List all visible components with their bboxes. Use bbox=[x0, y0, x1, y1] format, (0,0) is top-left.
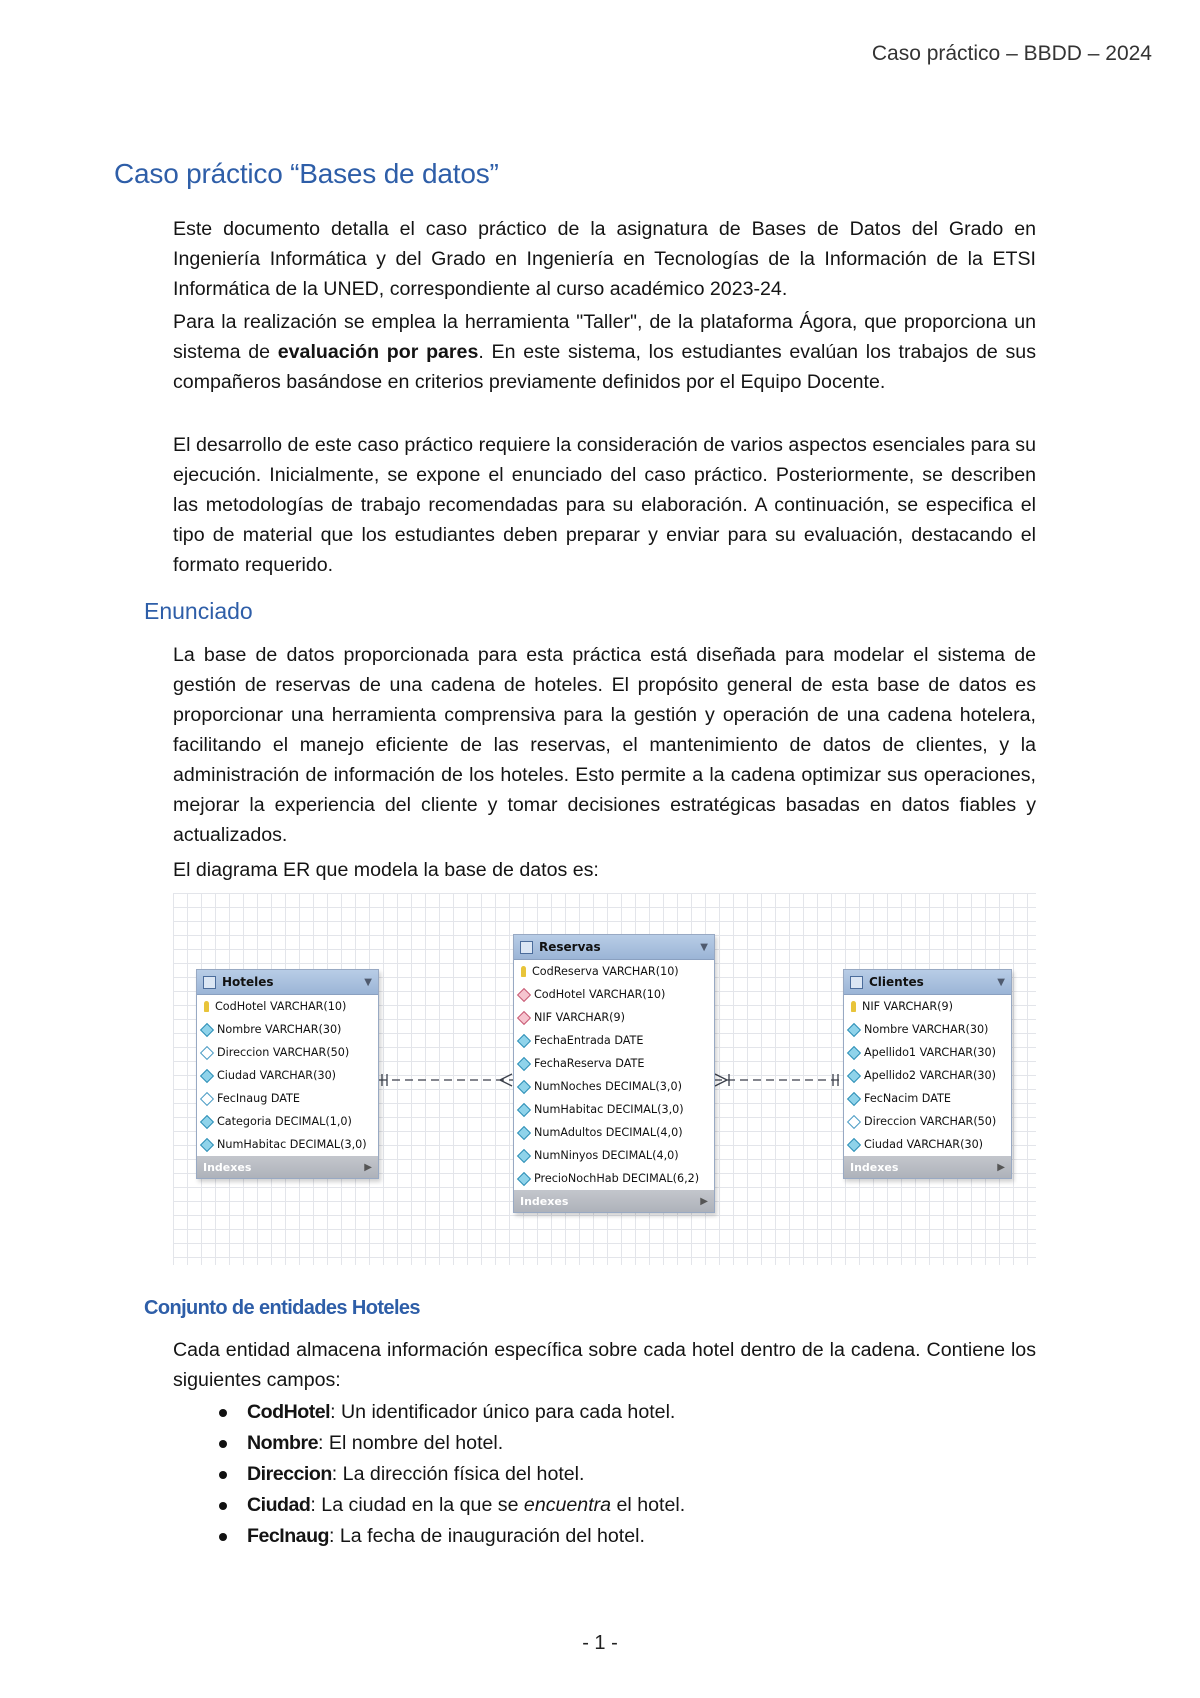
not-null-column-icon bbox=[847, 1091, 861, 1105]
table-clientes[interactable] bbox=[843, 969, 1012, 1179]
indexes-label: Indexes bbox=[520, 1194, 569, 1208]
not-null-column-icon bbox=[517, 1125, 531, 1139]
column-row[interactable] bbox=[844, 1018, 1011, 1041]
column-row[interactable] bbox=[197, 1110, 378, 1133]
column-row[interactable] bbox=[197, 995, 378, 1018]
collapse-arrow-icon[interactable]: ▼ bbox=[997, 976, 1005, 988]
column-label: Ciudad VARCHAR(30) bbox=[217, 1069, 337, 1082]
field-term: Direccion bbox=[247, 1463, 332, 1485]
collapse-arrow-icon[interactable]: ▼ bbox=[364, 976, 372, 988]
column-label: NIF VARCHAR(9) bbox=[534, 1011, 625, 1024]
indexes-label: Indexes bbox=[850, 1160, 899, 1174]
column-label: NIF VARCHAR(9) bbox=[862, 1000, 953, 1013]
column-label: Nombre VARCHAR(30) bbox=[864, 1023, 989, 1036]
column-label: Apellido1 VARCHAR(30) bbox=[864, 1046, 997, 1059]
column-row[interactable] bbox=[197, 1018, 378, 1041]
table-icon bbox=[520, 941, 533, 954]
nullable-column-icon bbox=[200, 1045, 214, 1059]
column-label: Nombre VARCHAR(30) bbox=[217, 1023, 342, 1036]
table-reservas-indexes[interactable] bbox=[514, 1190, 714, 1212]
column-label: NumAdultos DECIMAL(4,0) bbox=[534, 1126, 683, 1139]
table-clientes-columns bbox=[844, 995, 1011, 1156]
not-null-column-icon bbox=[517, 1102, 531, 1116]
intro-paragraph-2 bbox=[173, 307, 1036, 397]
not-null-column-icon bbox=[847, 1068, 861, 1082]
column-label: FechaEntrada DATE bbox=[534, 1034, 644, 1047]
column-row[interactable] bbox=[197, 1041, 378, 1064]
bullet-icon bbox=[219, 1502, 227, 1510]
hoteles-field-list bbox=[173, 1397, 685, 1552]
column-row[interactable] bbox=[514, 1144, 714, 1167]
foreign-key-icon bbox=[517, 1010, 531, 1024]
field-desc: : La fecha de inauguración del hotel. bbox=[329, 1525, 645, 1547]
list-item bbox=[173, 1397, 685, 1428]
table-clientes-header[interactable] bbox=[844, 970, 1011, 995]
enunciado-paragraph-1: La base de datos proporcionada para esta práctica está diseñada para modelar el sistema de gestión de reservas de una cadena de hoteles. El propósito general de esta base de datos es proporcionar una herramienta comprensiva para la gestión y operación de una cadena hotelera, facilitando el manejo eficiente de las reservas, el mantenimiento de datos de clientes, y la administración de información de los hoteles. Esto permite a la cadena optimizar sus operaciones, mejorar la experiencia del cliente y tomar decisiones estratégicas basadas en datos fiables y actualizados. bbox=[173, 644, 1036, 846]
table-hoteles-columns bbox=[197, 995, 378, 1156]
not-null-column-icon bbox=[517, 1171, 531, 1185]
not-null-column-icon bbox=[200, 1137, 214, 1151]
rel-crowfoot-reservas-b bbox=[500, 1080, 512, 1086]
column-row[interactable] bbox=[197, 1133, 378, 1156]
nullable-column-icon bbox=[200, 1091, 214, 1105]
enunciado-heading: Enunciado bbox=[144, 598, 253, 624]
column-row[interactable] bbox=[514, 1029, 714, 1052]
nullable-column-icon bbox=[847, 1114, 861, 1128]
column-label: Direccion VARCHAR(50) bbox=[864, 1115, 997, 1128]
column-row[interactable] bbox=[844, 1064, 1011, 1087]
table-hoteles-header[interactable] bbox=[197, 970, 378, 995]
column-row[interactable] bbox=[514, 1121, 714, 1144]
field-term: Nombre bbox=[247, 1432, 319, 1454]
field-desc-em: encuentra bbox=[523, 1494, 612, 1516]
rel-crowfoot-reservas-c bbox=[715, 1074, 727, 1080]
bullet-icon bbox=[219, 1440, 227, 1448]
field-desc: : La dirección física del hotel. bbox=[331, 1463, 585, 1485]
not-null-column-icon bbox=[847, 1022, 861, 1036]
table-clientes-name: Clientes bbox=[869, 975, 924, 989]
not-null-column-icon bbox=[517, 1079, 531, 1093]
field-term: Ciudad bbox=[247, 1494, 311, 1516]
primary-key-icon bbox=[204, 1001, 209, 1012]
not-null-column-icon bbox=[200, 1068, 214, 1082]
list-item bbox=[173, 1459, 685, 1490]
column-row[interactable] bbox=[844, 995, 1011, 1018]
not-null-column-icon bbox=[847, 1045, 861, 1059]
column-label: Direccion VARCHAR(50) bbox=[217, 1046, 350, 1059]
not-null-column-icon bbox=[517, 1148, 531, 1162]
table-hoteles-name: Hoteles bbox=[222, 975, 274, 989]
table-reservas[interactable] bbox=[513, 934, 715, 1213]
primary-key-icon bbox=[521, 966, 526, 977]
table-reservas-name: Reservas bbox=[539, 940, 601, 954]
list-item bbox=[173, 1521, 685, 1552]
table-reservas-header[interactable] bbox=[514, 935, 714, 960]
expand-arrow-icon[interactable]: ▶ bbox=[364, 1161, 372, 1173]
column-row[interactable] bbox=[844, 1110, 1011, 1133]
column-label: CodHotel VARCHAR(10) bbox=[215, 1000, 347, 1013]
bullet-icon bbox=[219, 1471, 227, 1479]
foreign-key-icon bbox=[517, 987, 531, 1001]
bullet-icon bbox=[219, 1533, 227, 1541]
column-label: Apellido2 VARCHAR(30) bbox=[864, 1069, 997, 1082]
field-desc-a: : La ciudad en la que se bbox=[310, 1494, 524, 1516]
intro-paragraph-1: Este documento detalla el caso práctico de la asignatura de Bases de Datos del Grado en Ingeniería Informática y del Grado en Ingeniería en Tecnologías de la Información de la ETSI Informática de la UNED, correspondiente al curso académico 2023-24. bbox=[173, 218, 1036, 300]
not-null-column-icon bbox=[200, 1114, 214, 1128]
column-label: FecInaug DATE bbox=[217, 1092, 300, 1105]
column-label: CodReserva VARCHAR(10) bbox=[532, 965, 679, 978]
rel-crowfoot-reservas-d bbox=[715, 1080, 727, 1086]
table-hoteles-indexes[interactable] bbox=[197, 1156, 378, 1178]
field-desc: : El nombre del hotel. bbox=[318, 1432, 504, 1454]
list-item bbox=[173, 1428, 685, 1459]
intro-p2-text-a: Para la realización se emplea la herramienta "Taller", de la plataforma Ágora, que proporciona un sistema de bbox=[173, 311, 1036, 363]
field-term: FecInaug bbox=[247, 1525, 330, 1547]
column-label: Categoria DECIMAL(1,0) bbox=[217, 1115, 352, 1128]
column-label: NumHabitac DECIMAL(3,0) bbox=[217, 1138, 367, 1151]
intro-p2-bold: evaluación por pares bbox=[277, 341, 479, 363]
column-row[interactable] bbox=[514, 960, 714, 983]
column-label: FecNacim DATE bbox=[864, 1092, 951, 1105]
er-diagram bbox=[173, 893, 1036, 1265]
column-label: CodHotel VARCHAR(10) bbox=[534, 988, 666, 1001]
column-label: NumNoches DECIMAL(3,0) bbox=[534, 1080, 682, 1093]
column-label: FechaReserva DATE bbox=[534, 1057, 645, 1070]
field-desc: : Un identificador único para cada hotel. bbox=[330, 1401, 676, 1423]
expand-arrow-icon[interactable]: ▶ bbox=[700, 1195, 708, 1207]
not-null-column-icon bbox=[847, 1137, 861, 1151]
column-label: NumHabitac DECIMAL(3,0) bbox=[534, 1103, 684, 1116]
column-row[interactable] bbox=[514, 1006, 714, 1029]
column-row[interactable] bbox=[197, 1064, 378, 1087]
column-row[interactable] bbox=[514, 1052, 714, 1075]
hoteles-heading: Conjunto de entidades Hoteles bbox=[144, 1297, 420, 1319]
not-null-column-icon bbox=[517, 1033, 531, 1047]
page-title: Caso práctico “Bases de datos” bbox=[114, 158, 499, 189]
expand-arrow-icon[interactable]: ▶ bbox=[997, 1161, 1005, 1173]
column-label: PrecioNochHab DECIMAL(6,2) bbox=[534, 1172, 700, 1185]
running-header: Caso práctico – BBDD – 2024 bbox=[871, 42, 1152, 65]
intro-paragraph-3: El desarrollo de este caso práctico requiere la consideración de varios aspectos esenciales para su ejecución. Inicialmente, se expone el enunciado del caso práctico. Posteriormente, se describen las metodologías de trabajo recomendadas para su elaboración. A continuación, se especifica el tipo de material que los estudiantes deben preparar y enviar para su evaluación, destacando el formato requerido. bbox=[173, 434, 1036, 576]
hoteles-paragraph: Cada entidad almacena información específica sobre cada hotel dentro de la cadena. Contiene los siguientes campos: bbox=[173, 1339, 1036, 1391]
relationship-clientes-reservas bbox=[714, 1074, 843, 1086]
table-reservas-columns bbox=[514, 960, 714, 1190]
column-row[interactable] bbox=[514, 983, 714, 1006]
column-row[interactable] bbox=[844, 1133, 1011, 1156]
column-row[interactable] bbox=[514, 1098, 714, 1121]
table-icon bbox=[850, 976, 863, 989]
column-row[interactable] bbox=[197, 1087, 378, 1110]
column-label: Ciudad VARCHAR(30) bbox=[864, 1138, 984, 1151]
not-null-column-icon bbox=[517, 1056, 531, 1070]
intro-p2-text-b: . En este sistema, los estudiantes evalúan los trabajos de sus compañeros basándose en criterios previamente definidos por el Equipo Docente. bbox=[173, 341, 1036, 393]
column-row[interactable] bbox=[844, 1041, 1011, 1064]
enunciado-paragraph-2: El diagrama ER que modela la base de datos es: bbox=[173, 859, 599, 881]
column-row[interactable] bbox=[844, 1087, 1011, 1110]
field-desc-b: el hotel. bbox=[611, 1494, 686, 1516]
primary-key-icon bbox=[851, 1001, 856, 1012]
column-row[interactable] bbox=[514, 1167, 714, 1190]
column-label: NumNinyos DECIMAL(4,0) bbox=[534, 1149, 679, 1162]
collapse-arrow-icon[interactable]: ▼ bbox=[700, 941, 708, 953]
field-term: CodHotel bbox=[247, 1401, 331, 1423]
list-item bbox=[173, 1490, 685, 1521]
table-clientes-indexes[interactable] bbox=[844, 1156, 1011, 1178]
not-null-column-icon bbox=[200, 1022, 214, 1036]
relationship-hoteles-reservas bbox=[379, 1074, 513, 1086]
column-row[interactable] bbox=[514, 1075, 714, 1098]
rel-crowfoot-reservas-a bbox=[500, 1074, 512, 1080]
table-hoteles[interactable] bbox=[196, 969, 379, 1179]
page-number: - 1 - bbox=[582, 1632, 618, 1654]
bullet-icon bbox=[219, 1409, 227, 1417]
table-icon bbox=[203, 976, 216, 989]
indexes-label: Indexes bbox=[203, 1160, 252, 1174]
